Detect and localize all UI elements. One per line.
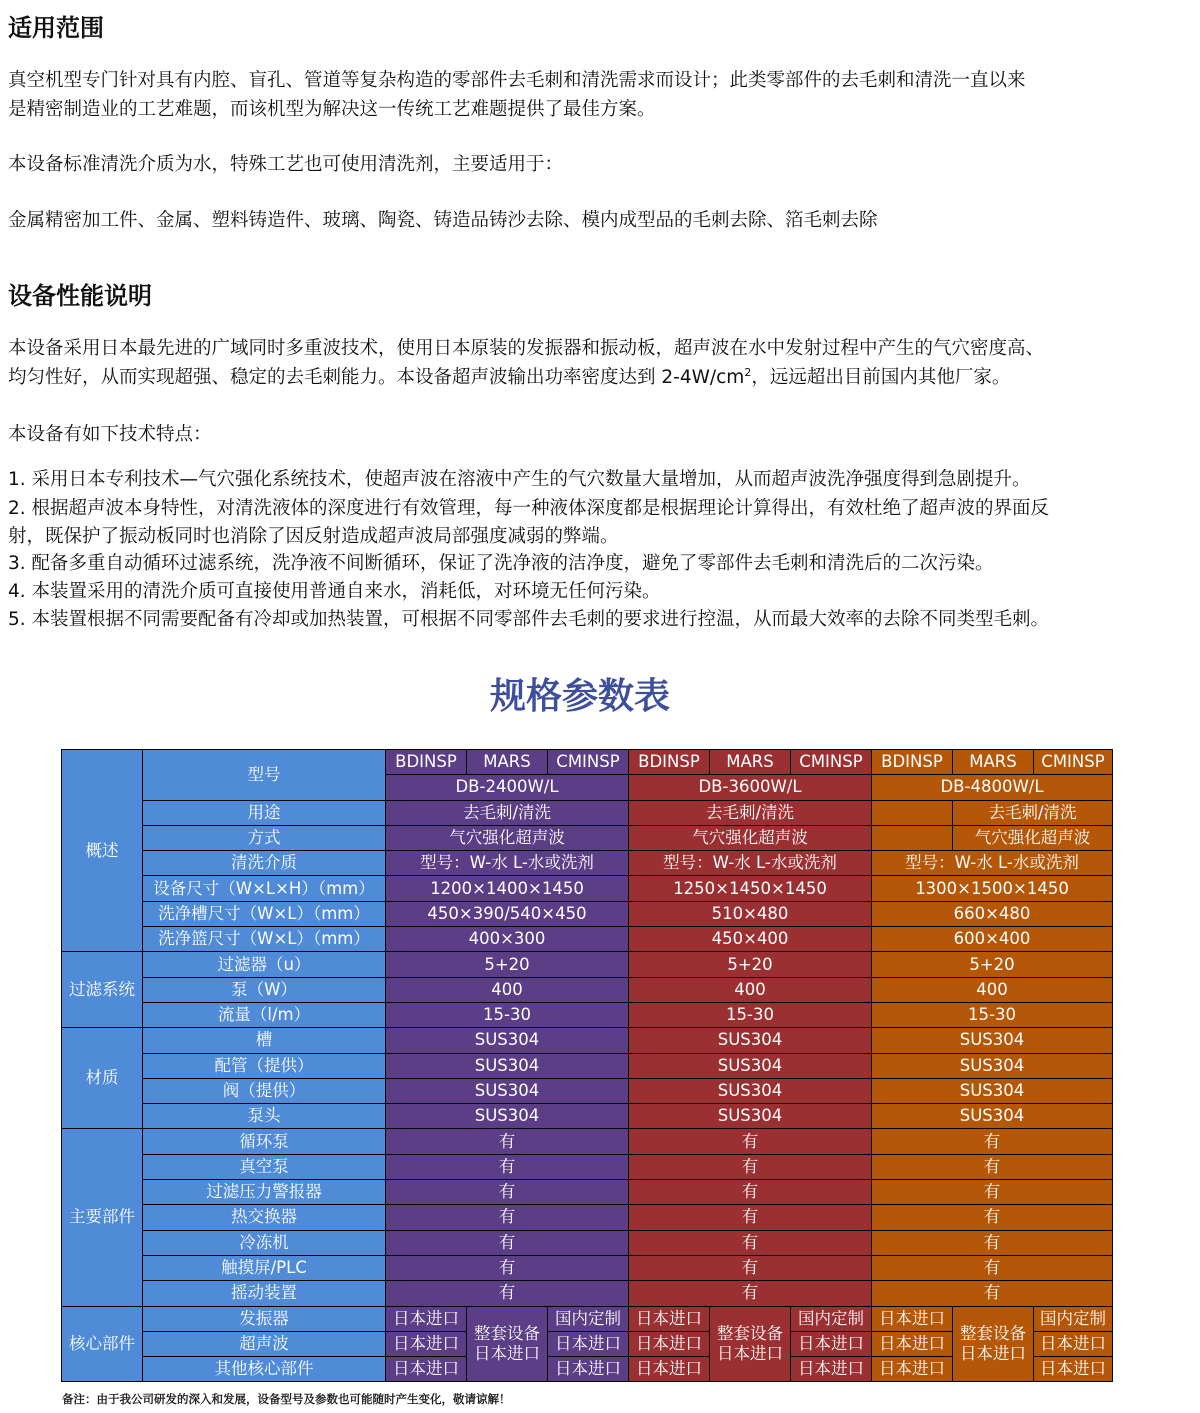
value-cell: 510×480 <box>629 901 872 926</box>
value-cell: 国内定制 <box>791 1306 872 1331</box>
table-row <box>62 927 1113 952</box>
row-label: 热交换器 <box>143 1205 386 1230</box>
spec-table-title: 规格参数表 <box>489 676 670 717</box>
group-main-parts: 主要部件 <box>62 1129 143 1306</box>
row-label: 超声波 <box>143 1331 386 1356</box>
empty-cell <box>872 825 953 850</box>
group-filter: 过滤系统 <box>62 952 143 1028</box>
value-cell: 有 <box>629 1180 872 1205</box>
value-cell: 400 <box>386 977 629 1002</box>
feature-item: 4. 本装置采用的清洗介质可直接使用普通自来水，消耗低，对环境无任何污染。 <box>8 581 661 602</box>
model-cell: DB-4800W/L <box>872 775 1113 800</box>
table-row <box>62 1255 1113 1280</box>
value-cell: SUS304 <box>872 1104 1113 1129</box>
value-cell: 有 <box>629 1281 872 1306</box>
row-label: 发振器 <box>143 1306 386 1331</box>
value-cell: 15-30 <box>629 1002 872 1027</box>
table-row <box>62 1053 1113 1078</box>
value-cell: 600×400 <box>872 927 1113 952</box>
brand-cell: MARS <box>467 750 548 775</box>
row-label: 摇动装置 <box>143 1281 386 1306</box>
value-cell: 日本进口 <box>872 1331 953 1356</box>
value-cell: 有 <box>629 1255 872 1280</box>
row-label: 配管（提供） <box>143 1053 386 1078</box>
value-cell: 日本进口 <box>1034 1357 1113 1382</box>
core-set-text: 整套设备 <box>717 1323 783 1343</box>
performance-text: ，远远超出目前国内其他厂家。 <box>751 367 1011 388</box>
value-cell: SUS304 <box>386 1028 629 1053</box>
table-row <box>62 1281 1113 1306</box>
value-cell: 日本进口 <box>548 1357 629 1382</box>
superscript: 2 <box>744 365 752 379</box>
value-cell: 型号：W-水 L-水或洗剂 <box>629 851 872 876</box>
feature-item: 5. 本装置根据不同需要配备有冷却或加热装置，可根据不同零部件去毛刺的要求进行控温，从而最大效率的去除不同类型毛刺。 <box>8 609 1050 630</box>
table-row <box>62 1306 1113 1331</box>
row-label: 循环泵 <box>143 1129 386 1154</box>
brand-cell: BDINSP <box>386 750 467 775</box>
value-cell: 日本进口 <box>629 1306 710 1331</box>
value-cell: 有 <box>629 1230 872 1255</box>
table-row <box>62 1230 1113 1255</box>
value-cell: 有 <box>386 1129 629 1154</box>
row-label: 用途 <box>143 800 386 825</box>
row-label: 流量（l/m） <box>143 1002 386 1027</box>
scope-paragraph-line: 真空机型专门针对具有内腔、盲孔、管道等复杂构造的零部件去毛刺和清洗需求而设计；此类零部件的去毛刺和清洗一直以来 <box>8 70 1026 91</box>
value-cell: 有 <box>872 1281 1113 1306</box>
scope-medium-text: 本设备标准清洗介质为水，特殊工艺也可使用清洗剂，主要适用于： <box>8 154 564 175</box>
value-cell: 去毛刺/清洗 <box>953 800 1113 825</box>
row-label: 阀（提供） <box>143 1078 386 1103</box>
value-cell: 5+20 <box>629 952 872 977</box>
row-label: 真空泵 <box>143 1154 386 1179</box>
brand-cell: MARS <box>710 750 791 775</box>
footer-note: 备注：由于我公司研发的深入和发展，设备型号及参数也可能随时产生变化，敬请谅解！ <box>62 1392 511 1406</box>
row-label: 方式 <box>143 825 386 850</box>
table-row <box>62 1154 1113 1179</box>
table-row <box>62 750 1113 775</box>
value-cell: 日本进口 <box>386 1306 467 1331</box>
value-cell: 5+20 <box>872 952 1113 977</box>
table-row <box>62 977 1113 1002</box>
value-cell: 400 <box>629 977 872 1002</box>
brand-cell: CMINSP <box>548 750 629 775</box>
table-row <box>62 1002 1113 1027</box>
value-cell: SUS304 <box>872 1053 1113 1078</box>
value-cell: 去毛刺/清洗 <box>629 800 872 825</box>
group-overview: 概述 <box>62 750 143 952</box>
value-cell: SUS304 <box>629 1053 872 1078</box>
brand-cell: MARS <box>953 750 1034 775</box>
value-cell: 有 <box>386 1281 629 1306</box>
row-label: 泵（W） <box>143 977 386 1002</box>
row-label: 过滤器（u） <box>143 952 386 977</box>
row-label: 泵头 <box>143 1104 386 1129</box>
value-cell: 有 <box>386 1230 629 1255</box>
table-row <box>62 1104 1113 1129</box>
model-cell: DB-3600W/L <box>629 775 872 800</box>
value-cell: 日本进口 <box>791 1357 872 1382</box>
group-core-parts: 核心部件 <box>62 1306 143 1382</box>
value-cell: 去毛刺/清洗 <box>386 800 629 825</box>
value-cell: 国内定制 <box>1034 1306 1113 1331</box>
brand-cell: CMINSP <box>791 750 872 775</box>
value-cell: 400×300 <box>386 927 629 952</box>
core-set-text: 整套设备 <box>960 1323 1026 1343</box>
row-label: 洗净篮尺寸（W×L）（mm） <box>143 927 386 952</box>
value-cell <box>953 1306 1034 1382</box>
value-cell: 日本进口 <box>386 1331 467 1356</box>
value-cell: 15-30 <box>386 1002 629 1027</box>
table-row <box>62 851 1113 876</box>
value-cell: 日本进口 <box>872 1306 953 1331</box>
feature-item: 1. 采用日本专利技术—气穴强化系统技术，使超声波在溶液中产生的气穴数量大量增加，从而超声波洗净强度得到急剧提升。 <box>8 469 1031 490</box>
row-label-model: 型号 <box>143 750 386 801</box>
empty-cell <box>872 800 953 825</box>
row-label: 槽 <box>143 1028 386 1053</box>
table-row <box>62 1028 1113 1053</box>
value-cell: 日本进口 <box>872 1357 953 1382</box>
table-row <box>62 876 1113 901</box>
group-material: 材质 <box>62 1028 143 1129</box>
table-row <box>62 901 1113 926</box>
value-cell: SUS304 <box>386 1053 629 1078</box>
value-cell: 气穴强化超声波 <box>953 825 1113 850</box>
value-cell: SUS304 <box>386 1104 629 1129</box>
value-cell: 1250×1450×1450 <box>629 876 872 901</box>
table-row <box>62 825 1113 850</box>
value-cell: 有 <box>872 1230 1113 1255</box>
value-cell: 有 <box>386 1154 629 1179</box>
value-cell: 有 <box>386 1205 629 1230</box>
value-cell: 400 <box>872 977 1113 1002</box>
core-set-text: 日本进口 <box>960 1343 1026 1363</box>
row-label: 冷冻机 <box>143 1230 386 1255</box>
value-cell <box>710 1306 791 1382</box>
value-cell: 1300×1500×1450 <box>872 876 1113 901</box>
row-label: 清洗介质 <box>143 851 386 876</box>
value-cell: 日本进口 <box>791 1331 872 1356</box>
brand-cell: BDINSP <box>872 750 953 775</box>
value-cell: 1200×1400×1450 <box>386 876 629 901</box>
model-cell: DB-2400W/L <box>386 775 629 800</box>
value-cell: SUS304 <box>629 1078 872 1103</box>
table-row <box>62 952 1113 977</box>
features-intro: 本设备有如下技术特点： <box>8 424 212 445</box>
core-set-text: 整套设备 <box>474 1323 540 1343</box>
value-cell: 有 <box>872 1154 1113 1179</box>
value-cell: 有 <box>386 1180 629 1205</box>
section-title-performance: 设备性能说明 <box>8 282 152 310</box>
table-row <box>62 1205 1113 1230</box>
value-cell: 15-30 <box>872 1002 1113 1027</box>
spec-table <box>61 749 1113 1382</box>
value-cell <box>467 1306 548 1382</box>
value-cell: 有 <box>872 1129 1113 1154</box>
value-cell: 国内定制 <box>548 1306 629 1331</box>
value-cell: 有 <box>629 1205 872 1230</box>
scope-paragraph-line: 是精密制造业的工艺难题，而该机型为解决这一传统工艺难题提供了最佳方案。 <box>8 99 656 120</box>
value-cell: 型号：W-水 L-水或洗剂 <box>386 851 629 876</box>
row-label: 过滤压力警报器 <box>143 1180 386 1205</box>
value-cell: SUS304 <box>872 1028 1113 1053</box>
value-cell: 日本进口 <box>629 1331 710 1356</box>
feature-item: 2. 根据超声波本身特性，对清洗液体的深度进行有效管理，每一种液体深度都是根据理论计算得出，有效杜绝了超声波的界面反 <box>8 498 1050 519</box>
value-cell: 450×400 <box>629 927 872 952</box>
value-cell: SUS304 <box>386 1078 629 1103</box>
value-cell: 气穴强化超声波 <box>386 825 629 850</box>
performance-text: 均匀性好，从而实现超强、稳定的去毛刺能力。本设备超声波输出功率密度达到 2-4W/cm <box>8 367 745 388</box>
value-cell: SUS304 <box>629 1028 872 1053</box>
value-cell: 有 <box>629 1154 872 1179</box>
value-cell: 5+20 <box>386 952 629 977</box>
value-cell: 日本进口 <box>386 1357 467 1382</box>
brand-cell: BDINSP <box>629 750 710 775</box>
row-label: 洗净槽尺寸（W×L）（mm） <box>143 901 386 926</box>
performance-paragraph-line <box>8 363 1010 392</box>
value-cell: 型号：W-水 L-水或洗剂 <box>872 851 1113 876</box>
value-cell: SUS304 <box>629 1104 872 1129</box>
value-cell: 有 <box>872 1180 1113 1205</box>
value-cell: 有 <box>386 1255 629 1280</box>
value-cell: 日本进口 <box>1034 1331 1113 1356</box>
feature-item: 3. 配备多重自动循环过滤系统，洗净液不间断循环，保证了洗净液的洁净度，避免了零部件去毛刺和清洗后的二次污染。 <box>8 553 994 574</box>
table-row <box>62 1180 1113 1205</box>
core-set-text: 日本进口 <box>717 1343 783 1363</box>
feature-item: 射，既保护了振动板同时也消除了因反射造成超声波局部强度减弱的弊端。 <box>8 526 619 547</box>
table-row <box>62 1129 1113 1154</box>
value-cell: 有 <box>872 1255 1113 1280</box>
table-row <box>62 800 1113 825</box>
row-label: 设备尺寸（W×L×H）（mm） <box>143 876 386 901</box>
value-cell: 日本进口 <box>629 1357 710 1382</box>
value-cell: 450×390/540×450 <box>386 901 629 926</box>
performance-paragraph-line: 本设备采用日本最先进的广域同时多重波技术，使用日本原装的发振器和振动板，超声波在水中发射过程中产生的气穴密度高、 <box>8 338 1045 359</box>
row-label: 其他核心部件 <box>143 1357 386 1382</box>
brand-cell: CMINSP <box>1034 750 1113 775</box>
section-title-scope: 适用范围 <box>8 14 104 42</box>
value-cell: 660×480 <box>872 901 1113 926</box>
scope-applications-text: 金属精密加工件、金属、塑料铸造件、玻璃、陶瓷、铸造品铸沙去除、模内成型品的毛刺去除、箔毛刺去除 <box>8 210 878 231</box>
value-cell: 日本进口 <box>548 1331 629 1356</box>
row-label: 触摸屏/PLC <box>143 1255 386 1280</box>
value-cell: SUS304 <box>872 1078 1113 1103</box>
value-cell: 有 <box>872 1205 1113 1230</box>
value-cell: 有 <box>629 1129 872 1154</box>
value-cell: 气穴强化超声波 <box>629 825 872 850</box>
table-row <box>62 1078 1113 1103</box>
core-set-text: 日本进口 <box>474 1343 540 1363</box>
